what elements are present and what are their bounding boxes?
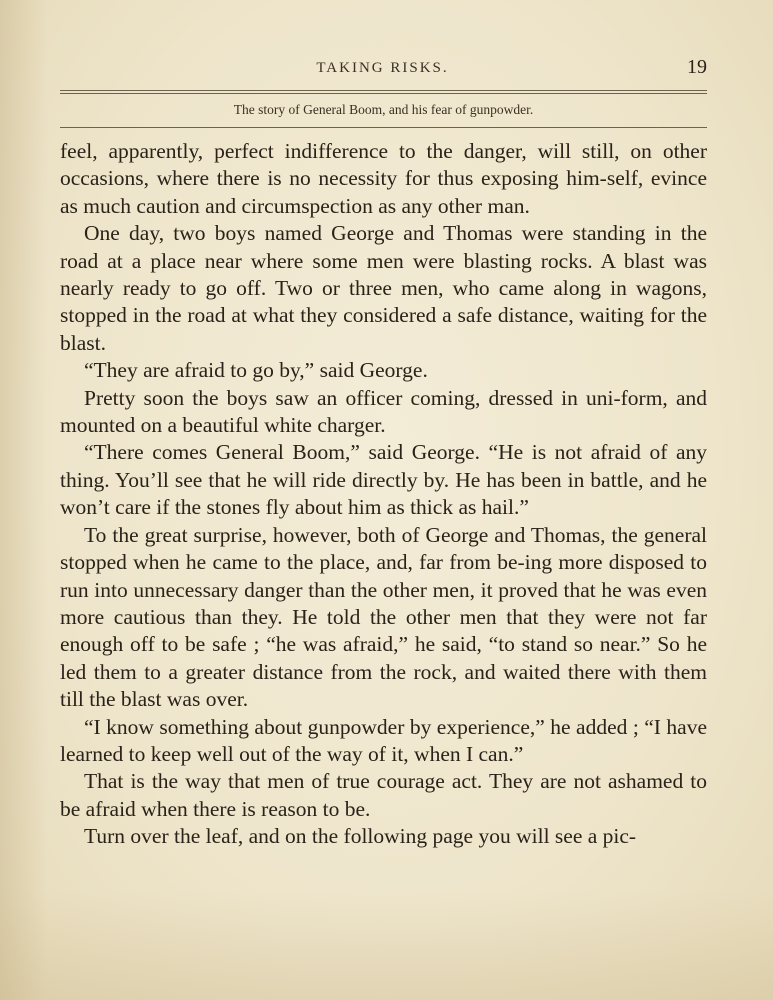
paragraph: “They are afraid to go by,” said George. [84, 358, 428, 383]
paragraph: Turn over the leaf, and on the following page you will see a pic- [84, 824, 637, 849]
paragraph: feel, apparently, perfect indifference to the danger, will still, on other occasions, where there is no necessity for thus exposing him-self, evince as much caution and circumspection as any other man. [60, 139, 707, 218]
paragraph: “There comes General Boom,” said George. “He is not afraid of any thing. You’ll see that he will ride directly by. He has been in battle, and he won’t care if the stones fly about him as thick as hail.” [60, 440, 707, 520]
body-text [60, 138, 707, 851]
page-number: 19 [687, 56, 707, 78]
header-rule-bottom [60, 127, 707, 128]
paragraph: That is the way that men of true courage act. They are not ashamed to be afraid when there is reason to be. [60, 769, 707, 821]
paragraph: To the great surprise, however, both of George and Thomas, the general stopped when he came to the place, and, far from be-ing more disposed to run into unnecessary danger than the other men, it proved that he was even more cautious than they. He told the other men that they were not far enough off to be safe ; “he was afraid,” he said, “to stand so near.” So he led them to a greater distance from the rock, and waited there with them till the blast was over. [60, 522, 707, 712]
running-head [58, 56, 707, 84]
page-bottom-shading [0, 890, 773, 1000]
running-title: TAKING RISKS. [316, 60, 449, 76]
header-rule-top-double [60, 93, 707, 94]
paragraph: Pretty soon the boys saw an officer coming, dressed in uni-form, and mounted on a beautiful white charger. [60, 385, 707, 438]
page-subtitle: The story of General Boom, and his fear of gunpowder. [233, 102, 534, 117]
paragraph: One day, two boys named George and Thomas were standing in the road at a place near where some men were blasting rocks. A blast was nearly ready to go off. Two or three men, who came along in wagons, stopped in the road at what they considered a safe distance, waiting for the blast. [60, 221, 707, 355]
header-rule-top [60, 90, 707, 91]
paragraph: “I know something about gunpowder by experience,” he added ; “I have learned to keep well out of the way of it, when I can.” [60, 714, 707, 766]
page-edge-shading [0, 0, 48, 1000]
